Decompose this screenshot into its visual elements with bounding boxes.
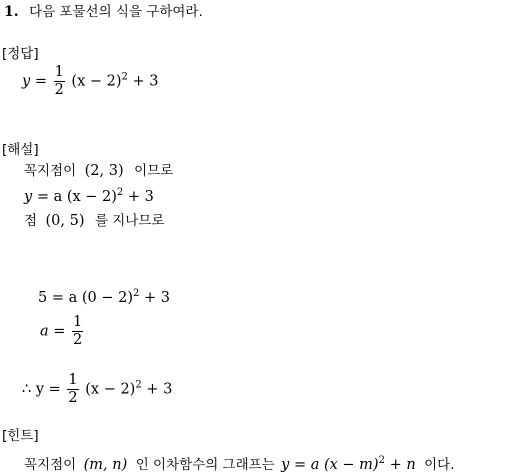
- hint-header: [힌트]: [2, 428, 39, 444]
- step1-tail: + 3: [143, 290, 170, 306]
- answer-eq: =: [34, 73, 47, 90]
- step2-fraction: [72, 314, 83, 349]
- line2-mid: = a (x − 2): [36, 189, 117, 205]
- hint-formula-tail: + n: [389, 457, 416, 473]
- answer-expr: (x − 2): [71, 73, 122, 90]
- hint-mid: 인 이차함수의 그래프는: [135, 457, 275, 473]
- problem-number: 1.: [4, 4, 19, 20]
- answer-tail: + 3: [132, 73, 159, 90]
- vertex-suffix: 이므로: [134, 163, 174, 179]
- hint-point: (m, n): [83, 457, 128, 473]
- hint-formula-exp: 2: [378, 455, 385, 466]
- step2-frac-num: 1: [73, 314, 83, 330]
- answer-frac-num: 1: [54, 64, 64, 80]
- step2: [40, 314, 85, 349]
- conclusion-prefix: ∴ y =: [22, 381, 61, 398]
- point-value: (0, 5): [45, 213, 85, 229]
- hint-prefix: 꼭지점이: [24, 457, 77, 473]
- point-suffix: 를 지나므로: [94, 213, 165, 229]
- vertex-point: (2, 3): [84, 163, 124, 179]
- answer-exp: 2: [121, 71, 128, 83]
- answer-fraction: [54, 64, 65, 99]
- line2-lhs: y: [24, 189, 33, 205]
- conclusion-fraction: [67, 372, 78, 407]
- point-label: 점: [24, 213, 38, 229]
- conclusion: [22, 372, 172, 407]
- conclusion-exp: 2: [135, 379, 142, 391]
- conclusion-tail: + 3: [146, 381, 173, 398]
- explanation-line2: [24, 187, 154, 205]
- vertex-label: 꼭지점이: [24, 163, 77, 179]
- hint-formula: [281, 457, 416, 473]
- step2-lhs: a =: [40, 323, 66, 340]
- step2-frac-den: 2: [73, 332, 83, 348]
- answer-header: [정답]: [2, 46, 39, 62]
- conclusion-frac-den: 2: [68, 390, 78, 406]
- conclusion-expr: (x − 2): [85, 381, 136, 398]
- answer-lhs: y: [22, 73, 31, 90]
- line2-tail: + 3: [127, 189, 154, 205]
- hint-formula-body: y = a (x − m): [281, 457, 379, 473]
- step1: [38, 288, 170, 306]
- hint-line: [24, 453, 455, 473]
- problem-line: [4, 4, 203, 20]
- explanation-line3: [24, 213, 164, 229]
- conclusion-frac-num: 1: [68, 372, 78, 388]
- line2-exp: 2: [116, 187, 124, 198]
- explanation-line1: [24, 163, 173, 179]
- hint-suffix: 이다.: [424, 457, 455, 473]
- step1-exp: 2: [132, 288, 140, 299]
- explanation-header: [해설]: [2, 142, 39, 158]
- step1-left: 5 = a (0 − 2): [38, 290, 133, 306]
- answer-formula: [22, 64, 158, 99]
- answer-frac-den: 2: [54, 82, 64, 98]
- problem-text: 다음 포물선의 식을 구하여라.: [29, 4, 203, 20]
